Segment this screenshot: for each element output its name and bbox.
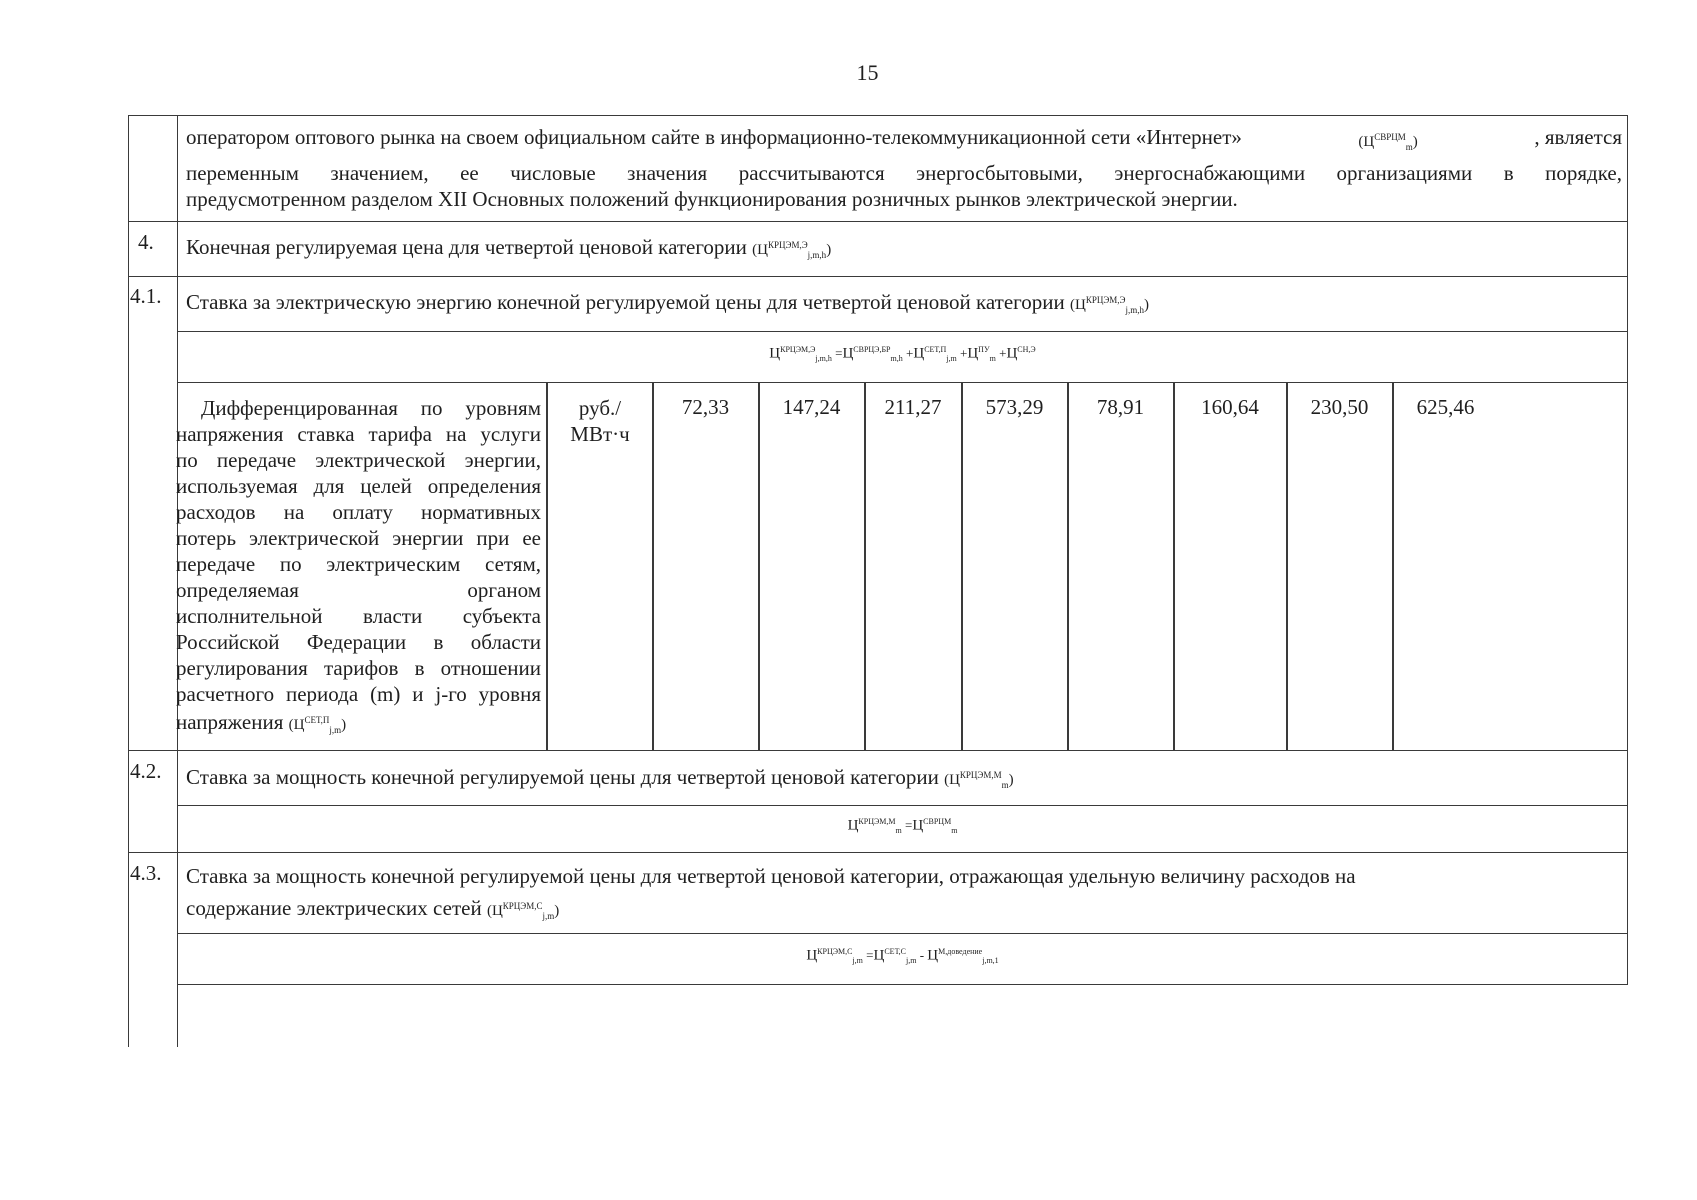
row41-symbol: $(Ц^{КРЦЭМ,Э}_{j,m,h})$ bbox=[1069, 295, 1149, 315]
value-3: 211,27 bbox=[884, 395, 942, 419]
row0-text bbox=[186, 124, 1622, 212]
row42-title: Ставка за мощность конечной регулируемой цены для четвертой ценовой категории $(Ц^{КРЦЭМ,М}_m)$ bbox=[186, 765, 1014, 790]
row0-line2: переменным значением, ее числовые значения рассчитываются энергосбытовыми, энергоснабжающими организациями в порядке, bbox=[186, 161, 1622, 185]
row4-number: 4. bbox=[138, 230, 154, 254]
row0-num-cell bbox=[128, 115, 178, 222]
unit-cell: руб./ МВт·ч bbox=[570, 396, 630, 446]
row41-number: 4.1. bbox=[130, 284, 162, 308]
value-6: 160,64 bbox=[1201, 395, 1259, 419]
row4-title: Конечная регулируемая цена для четвертой ценовой категории $(Ц^{КРЦЭМ,Э}_{j,m,h})$ bbox=[186, 235, 832, 260]
row0-line1b: , является bbox=[1534, 125, 1622, 149]
row4-symbol: $(Ц^{КРЦЭМ,Э}_{j,m,h})$ bbox=[752, 240, 832, 260]
value-8: 625,46 bbox=[1416, 395, 1475, 419]
tariff-description: Дифференцированная по уровням напряжения ставка тарифа на услуги по передаче электрической энергии, используемая для целей определения расходов на оплату нормативных потерь электрической энергии при ее передаче по электрическим сетям, определяемая органом исполнительной власти субъекта Российской Федерации в области регулирования тарифов в отношении расчетного периода (m) и j-го уровня напряжения $(Ц^{СЕТ,П}_{j,m})$ bbox=[176, 396, 541, 735]
row43-symbol: $(Ц^{КРЦЭМ,С}_{j,m})$ bbox=[486, 901, 560, 921]
row0-symbol: $(Ц^{СВРЦМ}_m)$ bbox=[1358, 132, 1418, 152]
row0-line1a: оператором оптового рынка на своем официальном сайте в информационно-телекоммуникационной сети «Интернет» bbox=[186, 125, 1242, 149]
value-2: 147,24 bbox=[782, 395, 841, 419]
row41-title: Ставка за электрическую энергию конечной регулируемой цены для четвертой ценовой категории $(Ц^{КРЦЭМ,Э}_{j,m,h})$ bbox=[186, 290, 1149, 315]
row43-title: Ставка за мощность конечной регулируемой цены для четвертой ценовой категории, отражающая удельную величину расходов на содержание электрических сетей $(Ц^{КРЦЭМ,С}_{j,m})$ bbox=[186, 864, 1356, 921]
tariff-table bbox=[128, 115, 1628, 1047]
row41-num-cell bbox=[128, 276, 178, 751]
value-5: 78,91 bbox=[1096, 395, 1145, 419]
row41-formula: $Ц^{КРЦЭМ,Э}_{j,m,h} =Ц^{СВРЦЭ,БР}_{m,h} +Ц^{СЕТ,П}_{j,m} +Ц^{ПУ}_m +Ц^{СН,Э}$ bbox=[769, 345, 1036, 363]
value-7: 230,50 bbox=[1310, 395, 1369, 419]
row42-formula: $Ц^{КРЦЭМ,М}_m =Ц^{СВРЦМ}_m$ bbox=[847, 817, 958, 835]
tariff-symbol: $(Ц^{СЕТ,П}_{j,m})$ bbox=[288, 715, 347, 735]
value-1: 72,33 bbox=[681, 395, 730, 419]
row0-line3: предусмотренном разделом XII Основных положений функционирования розничных рынков электрической энергии. bbox=[186, 187, 1238, 211]
row43-formula: $Ц^{КРЦЭМ,С}_{j,m} =Ц^{СЕТ,С}_{j,m} - Ц^{М,доведение}_{j,m,1}$ bbox=[806, 947, 999, 965]
value-4: 573,29 bbox=[985, 395, 1044, 419]
row43-number: 4.3. bbox=[130, 861, 162, 885]
row42-symbol: $(Ц^{КРЦЭМ,М}_m)$ bbox=[944, 770, 1014, 790]
row42-number: 4.2. bbox=[130, 759, 162, 783]
page-number: 15 bbox=[856, 60, 879, 85]
